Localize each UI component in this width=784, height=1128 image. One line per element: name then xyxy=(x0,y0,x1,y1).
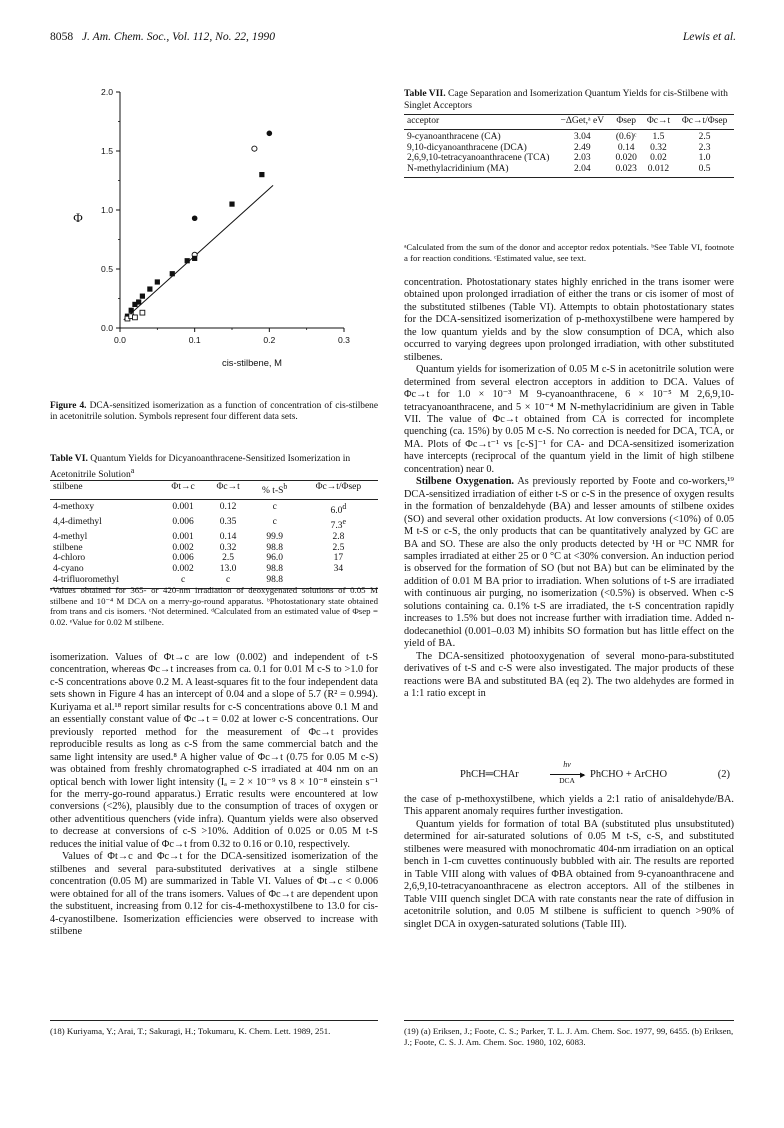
table-cell: 0.12 xyxy=(219,501,237,512)
data-point-open-square xyxy=(140,310,145,315)
table-6-footnote: ᵃValues obtained for 365- or 420-nm irradiation of deoxygenated solutions of 0.05 M stilbene and 10⁻⁴ M DCA on a merry-go-round apparatus. ᵇPhotostationary state obtained from trans and cis isomers. ᶜNot determined. ᵈCalculated from an estimated value of Φsep = 0.02. ᵉValue for 0.02 M stilbene. xyxy=(50,585,378,627)
table-cell: 13.0 xyxy=(219,564,237,575)
table-6-title-sup: a xyxy=(130,465,135,475)
running-head xyxy=(50,30,736,46)
table-cell: 4-cyano xyxy=(53,564,84,575)
table-cell: 2.49 xyxy=(573,142,591,153)
table-cell: 2.03 xyxy=(573,153,591,164)
table-7-top-rule xyxy=(404,114,734,115)
table-cell: 0.002 xyxy=(172,564,194,575)
data-point-open-circle xyxy=(252,146,257,151)
table-cell: 4-methoxy xyxy=(53,501,95,512)
table-header-cell: acceptor xyxy=(404,116,554,129)
journal-issue: No. 22, 1990 xyxy=(215,30,276,43)
figure-4-caption-text: DCA-sensitized isomerization as a function of concentration of cis-stilbene in acetonitrile solution. Symbols represent four different data sets. xyxy=(50,401,379,423)
table-cell: 2,6,9,10-tetracyanoanthracene (TCA) xyxy=(407,153,550,164)
table-cell: c xyxy=(206,575,251,588)
table-cell: 0.002 xyxy=(172,542,194,553)
table-cell: 4-chloro xyxy=(53,553,86,564)
table-cell: 1.0 xyxy=(698,153,711,164)
right-paragraph-2: Quantum yields for isomerization of 0.05 M c-S in acetonitrile solution were determined from several electron acceptors in addition to DCA. Values of Φc→t for 1.0 × 10⁻³ M 9-cyanoanthracene, 6 × 10⁻⁵ M 2,6,9,10-tetracyanoanthracene, and 5 × 10⁻⁴ M N-methylacridinium are given in Table VII. The value of Φc→t obtained from CA is corrected for incomplete quenching (ca. 15%) by 0.05 M c-S. No correction is needed for DCA, TCA, or MA. Plots of Φc→t⁻¹ vs [c-S]⁻¹ for CA- and DCA-sensitized isomerization have intercepts (reciprocal of the quantum yield in the limit of high stilbene concentration) near 0. xyxy=(404,364,734,475)
table-7-footnote: ᵃCalculated from the sum of the donor and acceptor redox potentials. ᵇSee Table VI, footnote a for reaction conditions. ᶜEstimated value, see text. xyxy=(404,242,734,263)
x-tick-label: 0.3 xyxy=(338,335,350,345)
y-tick-label: 1.0 xyxy=(101,205,113,216)
page-number: 8058 xyxy=(50,30,74,43)
table-header-cell: Φc→t xyxy=(206,482,251,499)
table-cell: stilbene xyxy=(53,542,83,553)
equation-left: PhCH═CHAr xyxy=(460,769,519,780)
table-cell: N-methylacridinium (MA) xyxy=(404,164,554,177)
table-cell: 0.001 xyxy=(172,531,194,542)
table-cell: c xyxy=(161,575,206,588)
table-row xyxy=(50,543,378,554)
table-7-title xyxy=(404,88,734,111)
x-tick-label: 0.1 xyxy=(188,335,201,345)
table-cell: 2.3 xyxy=(698,142,711,153)
table-cell: 2.5 xyxy=(698,131,711,142)
authors: Lewis et al. xyxy=(682,30,736,43)
equation-arrow-bottom: DCA xyxy=(559,776,575,785)
data-point-filled-square xyxy=(259,172,264,177)
data-point-filled-circle xyxy=(267,131,273,137)
table-cell: 0.006 xyxy=(172,553,194,564)
table-cell: 98.8 xyxy=(266,542,283,553)
table-cell: 0.14 xyxy=(219,531,237,542)
table-row xyxy=(404,153,734,164)
table-cell: 0.02 xyxy=(650,153,667,164)
data-point-open-square xyxy=(133,315,138,320)
table-cell: 9-cyanoanthracene (CA) xyxy=(407,131,501,142)
oxygenation-paragraph-2: The DCA-sensitized photooxygenation of several mono-para-substituted derivatives of t-S and c-S were also investigated. The major products of these reactions were BA and substituted BA (eq 2). The two aldehydes are formed in a 1:1 ratio except in xyxy=(404,650,734,699)
equation-arrow xyxy=(550,774,584,775)
table-cell: 0.006 xyxy=(172,516,194,527)
equation-number: (2) xyxy=(717,769,730,780)
left-paragraph-1: isomerization. Values of Φt→c are low (0.002) and independent of t-S concentration, whereas Φc→t increases from ca. 0.1 for 0.01 M c-S to >1.0 for c-S concentrations above 0.2 M. A least-squares fit to the four independent data sets shown in Figure 4 has an intercept of 0.04 and a slope of 5.7 (R² = 0.994). Kuriyama et al.¹⁸ report similar results for c-S concentrations above 0.1 M and an essentially constant value of Φc→t = 0.02 at lower c-S concentrations. Our previously reported method for the measurement of Φc→t provides reproducible results as long as c-S from the same commercial batch and the same light intensity are used.⁸ A higher value of Φc→t (0.75 for 0.05 M c-S) was obtained from freshly chromatographed c-S irradiated at 404 nm on an optical bench with lower light intensity (Iₐ = 2 × 10⁻⁹ vs 8 × 10⁻⁸ einstein s⁻¹ for the merry-go-round apparatus.) Erratic results were encountered at low conversions (<2%), plausibly due to the consumption of traces of oxygen or other adventitious quenchers (vide infra). Quantum yields were also observed to decrease at conversions of c-S >10%. Addition of 0.025 or 0.05 M t-S reduces the initial value of Φc→t from 0.32 to 0.16 or 0.10, respectively. xyxy=(50,652,378,850)
table-7-grid xyxy=(404,116,734,178)
table-cell: 1.5 xyxy=(652,131,665,142)
table-header-cell: Φc→t/Φsep xyxy=(299,482,378,499)
table-cell: 3.04 xyxy=(573,131,591,142)
oxygenation-heading: Stilbene Oxygenation. xyxy=(416,476,514,488)
journal-citation xyxy=(50,30,275,43)
table-cell: 0.001 xyxy=(172,501,194,512)
table-cell: 4-trifluoromethyl xyxy=(50,575,161,588)
table-7-label: Table VII. xyxy=(404,88,446,99)
table-row xyxy=(50,564,378,575)
table-row xyxy=(404,143,734,154)
y-tick-label: 0.5 xyxy=(101,264,113,275)
table-6-top-rule xyxy=(50,480,378,481)
left-footnote-rule xyxy=(50,1020,378,1021)
figure-4-label: Figure 4. xyxy=(50,401,87,411)
data-point-filled-square xyxy=(192,256,197,261)
data-point-filled-square xyxy=(140,294,145,299)
table-cell: 0.012 xyxy=(642,164,675,177)
oxygenation-text-1: As previously reported by Foote and co-workers,¹⁹ DCA-sensitized irradiation of either t-S or c-S in the presence of oxygen results in the formation of benzaldehyde (BA) and lesser amounts of stilbene oxides (SO) and several other oxidation products. At low conversions (<10%) of 0.05 M t-S or c-S, the only products that can be quantitatively analyzed by GC are BA and SO. These are also the only products detected by ¹H or ¹³C NMR for samples irradiated at either 25 or 0 °C at <30% conversion. An induction period is observed for the formation of SO (but not BA) but can be eliminated by the addition of 0.01 M BA prior to irradiation. When solutions of t-S are irradiated with continuous air purging, no isomerization (<0.5%) is observed. When c-S solutions containing ca. 0.1% t-S are irradiated, the t-S concentration rapidly increases to 1.5% but does not increase further with irradiation time. Added n-dodecanethiol (0.001–0.03 M) inhibits SO formation but has little effect on the yield of BA. xyxy=(404,476,734,650)
data-point-filled-square xyxy=(170,271,175,276)
figure-4 xyxy=(50,66,380,396)
table-cell: 0.32 xyxy=(650,142,667,153)
right-column-text-2 xyxy=(404,794,734,931)
table-cell: 9,10-dicyanoanthracene (DCA) xyxy=(407,142,527,153)
y-tick-label: 2.0 xyxy=(101,87,113,98)
table-cell: 6.0$^d$ xyxy=(330,501,347,517)
left-column-text xyxy=(50,652,378,938)
y-tick-label: 1.5 xyxy=(101,146,113,157)
table-cell: 0.5 xyxy=(675,164,734,177)
table-cell: 0.023 xyxy=(611,164,642,177)
oxygenation-paragraph-1 xyxy=(404,476,734,650)
table-cell: c xyxy=(272,501,277,512)
table-cell: 0.35 xyxy=(219,516,237,527)
table-row xyxy=(404,129,734,142)
equation-arrow-top: hν xyxy=(563,760,571,769)
table-header-row xyxy=(404,116,734,129)
x-axis-title: cis-stilbene, M xyxy=(222,357,282,368)
table-header-cell: Φc→t xyxy=(642,116,675,129)
table-cell: 96.0 xyxy=(266,553,283,564)
table-row xyxy=(50,532,378,543)
table-row xyxy=(50,553,378,564)
table-cell: 0.32 xyxy=(219,542,237,553)
table-header-cell: % $t-S^b$ xyxy=(251,482,299,499)
table-cell: (0.6)ᶜ xyxy=(615,131,637,142)
right-column-text xyxy=(404,277,734,700)
data-point-filled-square xyxy=(229,202,234,207)
table-cell: 2.04 xyxy=(554,164,611,177)
table-6-label: Table VI. xyxy=(50,453,88,464)
figure-4-plot xyxy=(50,66,380,396)
x-tick-label: 0.0 xyxy=(114,335,126,345)
footnote-18: (18) Kuriyama, Y.; Arai, T.; Sakuragi, H.; Tokumaru, K. Chem. Lett. 1989, 251. xyxy=(50,1026,331,1036)
table-cell: c xyxy=(272,516,277,527)
data-point-filled-circle xyxy=(192,215,198,221)
table-cell: 98.8 xyxy=(266,564,283,575)
table-cell: 99.9 xyxy=(266,531,283,542)
table-cell: 4,4-dimethyl xyxy=(53,516,102,527)
fit-line xyxy=(124,185,273,320)
table-header-cell: Φt→c xyxy=(161,482,206,499)
table-row xyxy=(50,499,378,516)
table-cell: 2.5 xyxy=(332,542,345,553)
equation-2 xyxy=(404,760,734,790)
table-header-cell: Φc→t/Φsep xyxy=(675,116,734,129)
table-6 xyxy=(50,482,378,589)
data-point-filled-square xyxy=(136,299,141,304)
data-point-filled-square xyxy=(155,279,160,284)
table-header-cell: stilbene xyxy=(50,482,161,499)
equation-right: PhCHO + ArCHO xyxy=(590,769,668,780)
table-6-title xyxy=(50,453,378,480)
table-cell: 2.8 xyxy=(332,531,345,542)
footnote-19: (19) (a) Eriksen, J.; Foote, C. S.; Parker, T. L. J. Am. Chem. Soc. 1977, 99, 6455. (b) Eriksen, J.; Foote, C. S. J. Am. Chem. Soc. 1980, 102, 6083. xyxy=(404,1026,734,1047)
data-point-filled-square xyxy=(129,308,134,313)
table-cell: 4-methyl xyxy=(53,531,88,542)
x-tick-label: 0.2 xyxy=(263,335,276,345)
table-6-grid xyxy=(50,482,378,589)
table-7-title-text: Cage Separation and Isomerization Quantum Yields for cis-Stilbene with Singlet Acceptors xyxy=(404,88,728,111)
table-header-row xyxy=(50,482,378,499)
right-paragraph-1: concentration. Photostationary states highly enriched in the trans isomer were obtained upon prolonged irradiation of either the trans or cis isomer of most of the substituted stilbenes (Table VI). Attempts to obtain photostationary states for the DCA-sensitized isomerization of p-methoxystilbene were hampered by the low quantum yields and by the slow consumption of DCA, which also occurred to varying degrees upon prolonged irradiation, with other substituted stilbenes. xyxy=(404,277,734,363)
table-cell: 7.3e xyxy=(330,516,347,532)
arrow-head-icon: ▶ xyxy=(580,770,586,779)
table-header-cell: Φsep xyxy=(611,116,642,129)
y-axis-title: Φ xyxy=(73,210,83,225)
oxygenation-paragraph-4: Quantum yields for formation of total BA (substituted plus unsubstituted) determined for air-saturated solutions of 0.05 M t-S, c-S, and substituted stilbenes were measured with monochromatic 404-nm irradiation on an optical bench in 1-cm cuvettes continuously bubbled with air. The results are reported in Table VIII along with values of ΦBA obtained from 9-cyanoanthracene and 2,6,9,10-tetracyanoanthracene as electron acceptors. All of the stilbenes in Table VIII quench singlet DCA with rate constants near the rate of diffusion in acetonitrile solution, and 0.05 M stilbene is sufficient to quench >90% of singlet DCA in oxygen-saturated solutions (Table III). xyxy=(404,818,734,930)
table-cell: 98.8 xyxy=(251,575,299,588)
oxygenation-paragraph-3: the case of p-methoxystilbene, which yields a 2:1 ratio of anisaldehyde/BA. This apparent anomaly requires further investigation. xyxy=(404,794,734,818)
left-paragraph-2: Values of Φt→c and Φc→t for the DCA-sensitized isomerization of the stilbenes and several para-substituted derivatives at a single stilbene concentration (0.05 M) are summarized in Table VI. Values of Φt→c < 0.006 were obtained for all of the trans isomers. Values of Φc→t are dependent upon the substituent, increasing from 0.12 for cis-4-methoxystilbene to 13.0 for cis-4-cyanostilbene. Isomerization efficiencies were observed to increase with stilbene xyxy=(50,851,378,937)
table-6-title-text: Quantum Yields for Dicyanoanthracene-Sensitized Isomerization in Acetonitrile Solution xyxy=(50,453,351,480)
right-footnote-rule xyxy=(404,1020,734,1021)
data-point-filled-square xyxy=(185,258,190,263)
journal-name: J. Am. Chem. Soc., xyxy=(81,30,170,43)
table-cell: 0.14 xyxy=(617,142,635,153)
table-header-cell: −ΔGet,ᵃ eV xyxy=(554,116,611,129)
journal-volume: Vol. 112, xyxy=(172,30,213,43)
table-row xyxy=(404,164,734,177)
table-row xyxy=(50,517,378,532)
table-cell: 2.5 xyxy=(222,553,235,564)
y-tick-label: 0.0 xyxy=(101,323,113,334)
table-cell: 0.020 xyxy=(615,153,637,164)
table-7 xyxy=(404,116,734,178)
table-cell: 17 xyxy=(333,553,344,564)
figure-4-caption xyxy=(50,401,378,424)
data-point-filled-square xyxy=(147,286,152,291)
table-cell: 34 xyxy=(333,564,344,575)
